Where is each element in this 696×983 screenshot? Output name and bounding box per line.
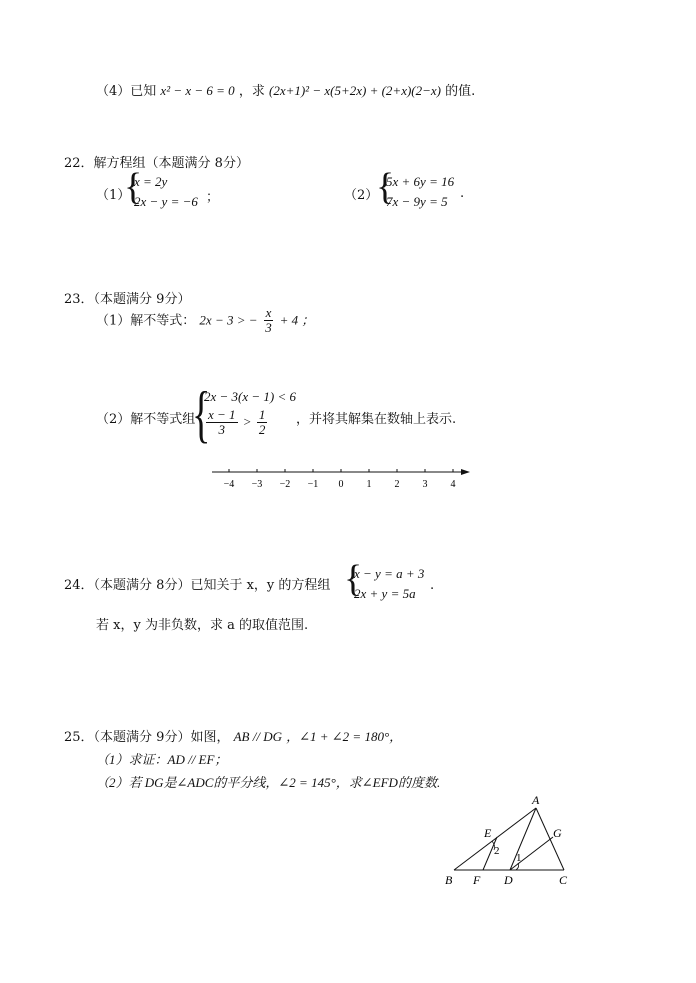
- number-line-tick-label: 1: [366, 479, 372, 490]
- label-angle-2: 2: [494, 845, 500, 857]
- q21-part4-line: [96, 80, 475, 99]
- q23-part1-frac-den: 3: [265, 320, 272, 336]
- q22-part2-system: [386, 172, 454, 212]
- q22-header: 22．解方程组（本题满分 8分）: [64, 156, 249, 171]
- q23-part2-frac2-den: 2: [258, 422, 266, 438]
- q22-part1-eq1: x = 2y: [134, 174, 168, 189]
- q23-part1-line: [96, 306, 314, 336]
- q22-part2-brace: {: [376, 166, 395, 208]
- q23-header: 23．（本题满分 9分）: [64, 292, 191, 307]
- q23-part2-frac1: [206, 408, 238, 438]
- q24-system: [354, 564, 424, 604]
- number-line-tick-label: 4: [450, 479, 456, 490]
- number-line: [200, 462, 480, 492]
- q21-given-equation: x² − x − 6 = 0: [160, 83, 235, 98]
- q23-part2-ineq2: [204, 408, 296, 438]
- q22-part2-eq1: 5x + 6y = 16: [386, 174, 455, 189]
- q25-header-lead: 25．（本题满分 9分）如图，: [64, 730, 230, 745]
- q22-part2-eq2: 7x − 9y = 5: [386, 194, 448, 209]
- q23-part1-fraction: [264, 306, 274, 336]
- q23-part2-brace: {: [192, 378, 211, 449]
- q23-part2-label: （2）解不等式组: [96, 412, 196, 427]
- number-line-arrow-icon: [461, 469, 470, 475]
- number-line-tick-label: −3: [251, 479, 263, 490]
- q21-mid: ，求: [238, 84, 265, 99]
- label-a: A: [532, 793, 540, 807]
- q24-brace: {: [344, 558, 363, 600]
- q21-lead: （4）已知: [96, 84, 157, 99]
- q23-part2-frac2: [257, 408, 268, 438]
- q23-part2-gt: >: [242, 413, 252, 429]
- label-f: F: [473, 873, 481, 887]
- label-d: D: [504, 873, 513, 887]
- q23-part1-lhs: 2x − 3 > −: [199, 312, 258, 328]
- q24-eq1: x − y = a + 3: [354, 566, 425, 581]
- number-line-tick-label: 2: [394, 479, 400, 490]
- label-e: E: [484, 826, 492, 840]
- q23-part2-frac1-den: 3: [218, 422, 226, 438]
- q22-part1-label: （1）: [96, 188, 131, 203]
- q24-eq2: 2x + y = 5a: [354, 586, 416, 601]
- q25-angle-given: ，∠1 + ∠2 = 180°，: [286, 729, 403, 744]
- q25-part2: （2）若 DG是∠ADC的平分线，∠2 = 145°，求∠EFD的度数.: [96, 775, 441, 790]
- geometry-figure: [440, 792, 580, 888]
- q22-part1-brace: {: [124, 166, 143, 208]
- q23-part1-text: （1）解不等式：: [96, 313, 196, 329]
- segment-ab: [454, 808, 536, 870]
- q22-part1-system: [134, 172, 198, 212]
- label-angle-1: 1: [516, 852, 522, 864]
- q21-tail: 的值.: [445, 84, 476, 99]
- label-c: C: [559, 873, 568, 887]
- q23-part2-frac2-num: 1: [258, 407, 266, 422]
- q23-part2-frac1-num: x − 1: [208, 407, 236, 422]
- q22-part2-tail: .: [460, 186, 465, 201]
- q25-header: [64, 726, 402, 745]
- q22-part1-tail: ；: [206, 190, 220, 205]
- label-b: B: [445, 873, 453, 887]
- number-line-tick-label: 0: [338, 479, 344, 490]
- number-line-tick-label: −1: [307, 479, 319, 490]
- number-line-tick-label: 3: [422, 479, 428, 490]
- q21-expression: (2x+1)² − x(5+2x) + (2+x)(2−x): [268, 83, 441, 98]
- label-g: G: [553, 826, 562, 840]
- q22-part1-eq2: 2x − y = −6: [134, 194, 198, 209]
- q24-tail: .: [430, 578, 435, 593]
- q23-part2-ineq1: 2x − 3(x − 1) < 6: [204, 389, 297, 404]
- q24-condition: 若 x，y 为非负数，求 a 的取值范围.: [96, 618, 309, 633]
- q25-part1: （1）求证：AD // EF；: [96, 752, 228, 767]
- q24-header: 24．（本题满分 8分）已知关于 x，y 的方程组: [64, 578, 331, 593]
- number-line-tick-label: −4: [223, 479, 235, 490]
- q23-part1-frac-num: x: [265, 305, 272, 320]
- q22-part2-label: （2）: [344, 188, 379, 203]
- number-line-tick-label: −2: [279, 479, 291, 490]
- q23-part2-system: [204, 388, 296, 438]
- q25-parallel-given: AB // DG: [233, 729, 282, 744]
- q23-part1-rhs: + 4 ；: [279, 312, 315, 328]
- q23-part2-tail: ，并将其解集在数轴上表示.: [296, 412, 457, 427]
